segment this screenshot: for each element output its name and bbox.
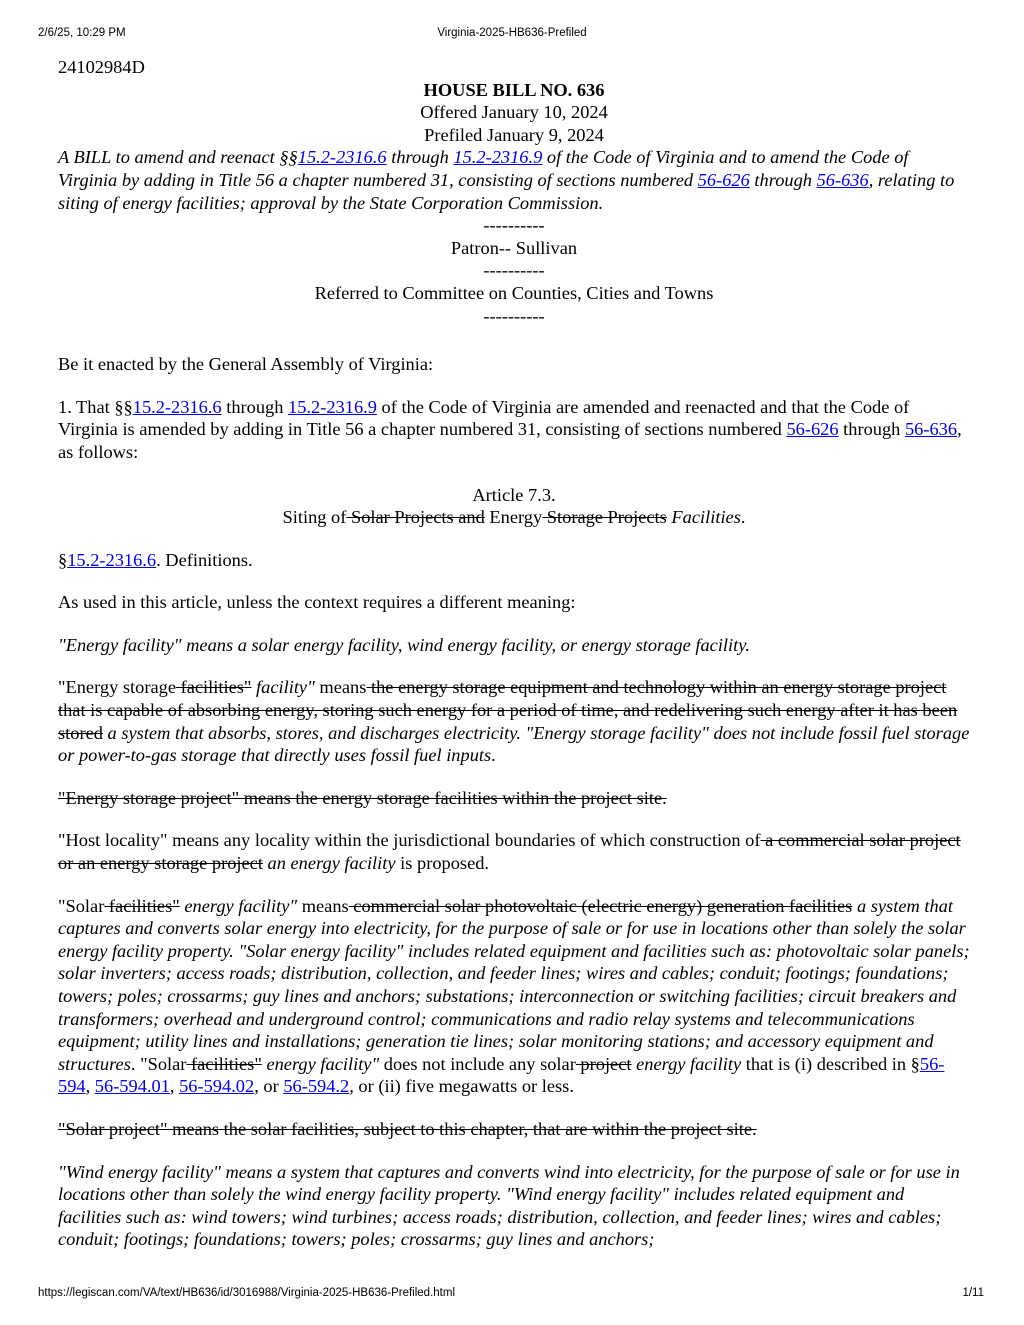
inserted-text: energy facility" xyxy=(261,1053,380,1074)
struck-text: the energy storage equipment and technology within an energy storage project that is capable of absorbing energy, storing such energy for a period of time, and redelivering such energy after it has been stored xyxy=(58,677,958,743)
section-text: through xyxy=(838,419,905,440)
def-text: "Solar xyxy=(58,895,105,916)
article-text: Energy xyxy=(484,507,543,528)
article-text: . xyxy=(740,507,746,528)
code-link[interactable]: 56-636 xyxy=(816,169,869,190)
struck-text: commercial solar photovoltaic (electric energy) generation facilities xyxy=(348,895,853,916)
definitions-intro: As used in this article, unless the context requires a different meaning: xyxy=(58,592,576,613)
code-link[interactable]: 15.2-2316.9 xyxy=(453,147,543,168)
struck-text: Storage Projects xyxy=(542,507,667,528)
bill-number: HOUSE BILL NO. 636 xyxy=(423,79,605,100)
section-1 xyxy=(58,396,970,464)
print-url: https://legiscan.com/VA/text/HB636/id/3016988/Virginia-2025-HB636-Prefiled.html xyxy=(38,1287,455,1299)
divider: ---------- xyxy=(483,215,545,236)
struck-text: project xyxy=(575,1053,632,1074)
article-title xyxy=(58,506,970,529)
offered-date: Offered January 10, 2024 xyxy=(420,102,608,123)
code-link[interactable]: 56-594.01 xyxy=(94,1076,170,1097)
inserted-text: energy facility xyxy=(631,1053,742,1074)
struck-text: facilities" xyxy=(176,677,252,698)
summary-text: , relating to siting of energy facilities; approval by the State Corporation Commission. xyxy=(58,169,955,213)
summary-text: A BILL to amend and reenact §§ xyxy=(58,147,298,168)
article-text: Siting of xyxy=(282,507,347,528)
page-number: 1/11 xyxy=(962,1287,984,1299)
committee-referral: Referred to Committee on Counties, Cities and Towns xyxy=(314,282,714,303)
definitions-heading xyxy=(58,549,970,572)
patron: Patron-- Sullivan xyxy=(450,237,578,258)
section-text: 1. That §§ xyxy=(58,396,133,417)
def-text: , or (ii) five megawatts or less. xyxy=(349,1076,574,1097)
definition-energy-facility: "Energy facility" means a solar energy facility, wind energy facility, or energy storage facility. xyxy=(58,634,751,655)
divider: ---------- xyxy=(483,305,545,326)
def-text: , or xyxy=(254,1076,284,1097)
definition-host-locality xyxy=(58,829,970,874)
section-text: through xyxy=(221,396,289,417)
summary-text: of the Code of Virginia and to amend the Code of Virginia by adding in Title 56 a chapter numbered 31, consisting of sections numbered xyxy=(58,147,909,190)
inserted-text: Facilities xyxy=(666,507,741,528)
definition-energy-storage xyxy=(58,676,970,766)
bill-document xyxy=(58,56,970,1251)
definition-solar-energy-facility xyxy=(58,895,970,1098)
inserted-text: a system that absorbs, stores, and discharges electricity. "Energy storage facility" does not include fossil fuel storage or power-to-gas storage that directly uses fossil fuel inputs xyxy=(58,722,970,766)
code-link[interactable]: 15.2-2316.9 xyxy=(288,396,377,417)
summary-text: through xyxy=(386,147,454,168)
inserted-text: a system that captures and converts solar energy into electricity, for the purpose of sale or for use in locations other than solely the solar energy facility property. "Solar energy facility" includes related equipment and facilities such as: photovoltaic solar panels; solar inverters; access roads; distribution, collection, and feeder lines; wires and cables; conduit; footings; foundations; towers; poles; crossarms; guy lines and anchors; substations; interconnection or switching facilities; circuit breakers and transformers; overhead and underground control; communications and radio relay systems and telecommunications equipment; utility lines and installations; generation tie lines; solar monitoring stations; and accessory equipment and structures xyxy=(58,895,970,1074)
summary-text: through xyxy=(749,169,817,190)
def-text: that is (i) described in § xyxy=(741,1053,920,1074)
def-text: . xyxy=(491,745,496,766)
print-page-title: Virginia-2025-HB636-Prefiled xyxy=(437,27,587,39)
definition-energy-storage-project: "Energy storage project" means the energy storage facilities within the project site. xyxy=(58,787,667,808)
struck-text: a commercial solar project or an energy storage project xyxy=(58,830,961,874)
prefiled-date: Prefiled January 9, 2024 xyxy=(424,124,604,145)
code-link[interactable]: 56-636 xyxy=(904,419,958,440)
def-text: means xyxy=(297,895,349,916)
heading-text: . Definitions. xyxy=(156,549,253,570)
def-text: , xyxy=(85,1076,95,1097)
code-link[interactable]: 56-594.2 xyxy=(283,1076,350,1097)
struck-text: facilities" xyxy=(104,895,180,916)
code-link[interactable]: 56-626 xyxy=(697,169,750,190)
code-link[interactable]: 56-594.02 xyxy=(179,1076,255,1097)
divider: ---------- xyxy=(483,260,545,281)
section-text: of the Code of Virginia are amended and reenacted and that the Code of Virginia is amended by adding in Title 56 a chapter numbered 31, consisting of sections numbered xyxy=(58,396,910,440)
article-number: Article 7.3. xyxy=(472,484,556,505)
definition-wind-energy-facility: "Wind energy facility" means a system that captures and converts wind into electricity, for the purpose of sale or for use in locations other than solely the wind energy facility property. "Wind energy facility" includes related equipment and facilities such as: wind towers; wind turbines; access roads; distribution, collection, and feeder lines; wires and cables; conduit; footings; foundations; towers; poles; crossarms; guy lines and anchors; xyxy=(58,1161,960,1250)
inserted-text: facility" xyxy=(251,677,315,698)
print-datetime: 2/6/25, 10:29 PM xyxy=(38,27,126,39)
struck-text: Solar Projects and xyxy=(346,507,485,528)
def-text: means xyxy=(314,677,367,698)
code-link[interactable]: 15.2-2316.6 xyxy=(132,396,222,417)
definition-solar-project: "Solar project" means the solar facilities, subject to this chapter, that are within the project site. xyxy=(58,1118,757,1139)
inserted-text: an energy facility xyxy=(262,853,396,874)
code-link[interactable]: 15.2-2316.6 xyxy=(297,147,387,168)
code-link[interactable]: 15.2-2316.6 xyxy=(67,549,157,570)
def-text: is proposed. xyxy=(395,853,490,874)
section-text: , as follows: xyxy=(58,419,962,462)
inserted-text: energy facility" xyxy=(179,895,298,916)
def-text: "Energy storage xyxy=(58,677,176,698)
code-link[interactable]: 56-626 xyxy=(786,419,839,440)
code-link[interactable]: 56-594 xyxy=(58,1053,945,1097)
section-symbol: § xyxy=(58,549,68,570)
bill-summary xyxy=(58,146,970,214)
def-text: , xyxy=(169,1076,180,1097)
document-id: 24102984D xyxy=(58,57,145,77)
def-text: does not include any solar xyxy=(379,1053,576,1074)
def-text: . "Solar xyxy=(130,1053,187,1074)
struck-text: facilities" xyxy=(186,1053,262,1074)
def-text: "Host locality" means any locality within the jurisdictional boundaries of which construction of xyxy=(58,830,761,851)
enacting-clause: Be it enacted by the General Assembly of Virginia: xyxy=(58,354,434,375)
